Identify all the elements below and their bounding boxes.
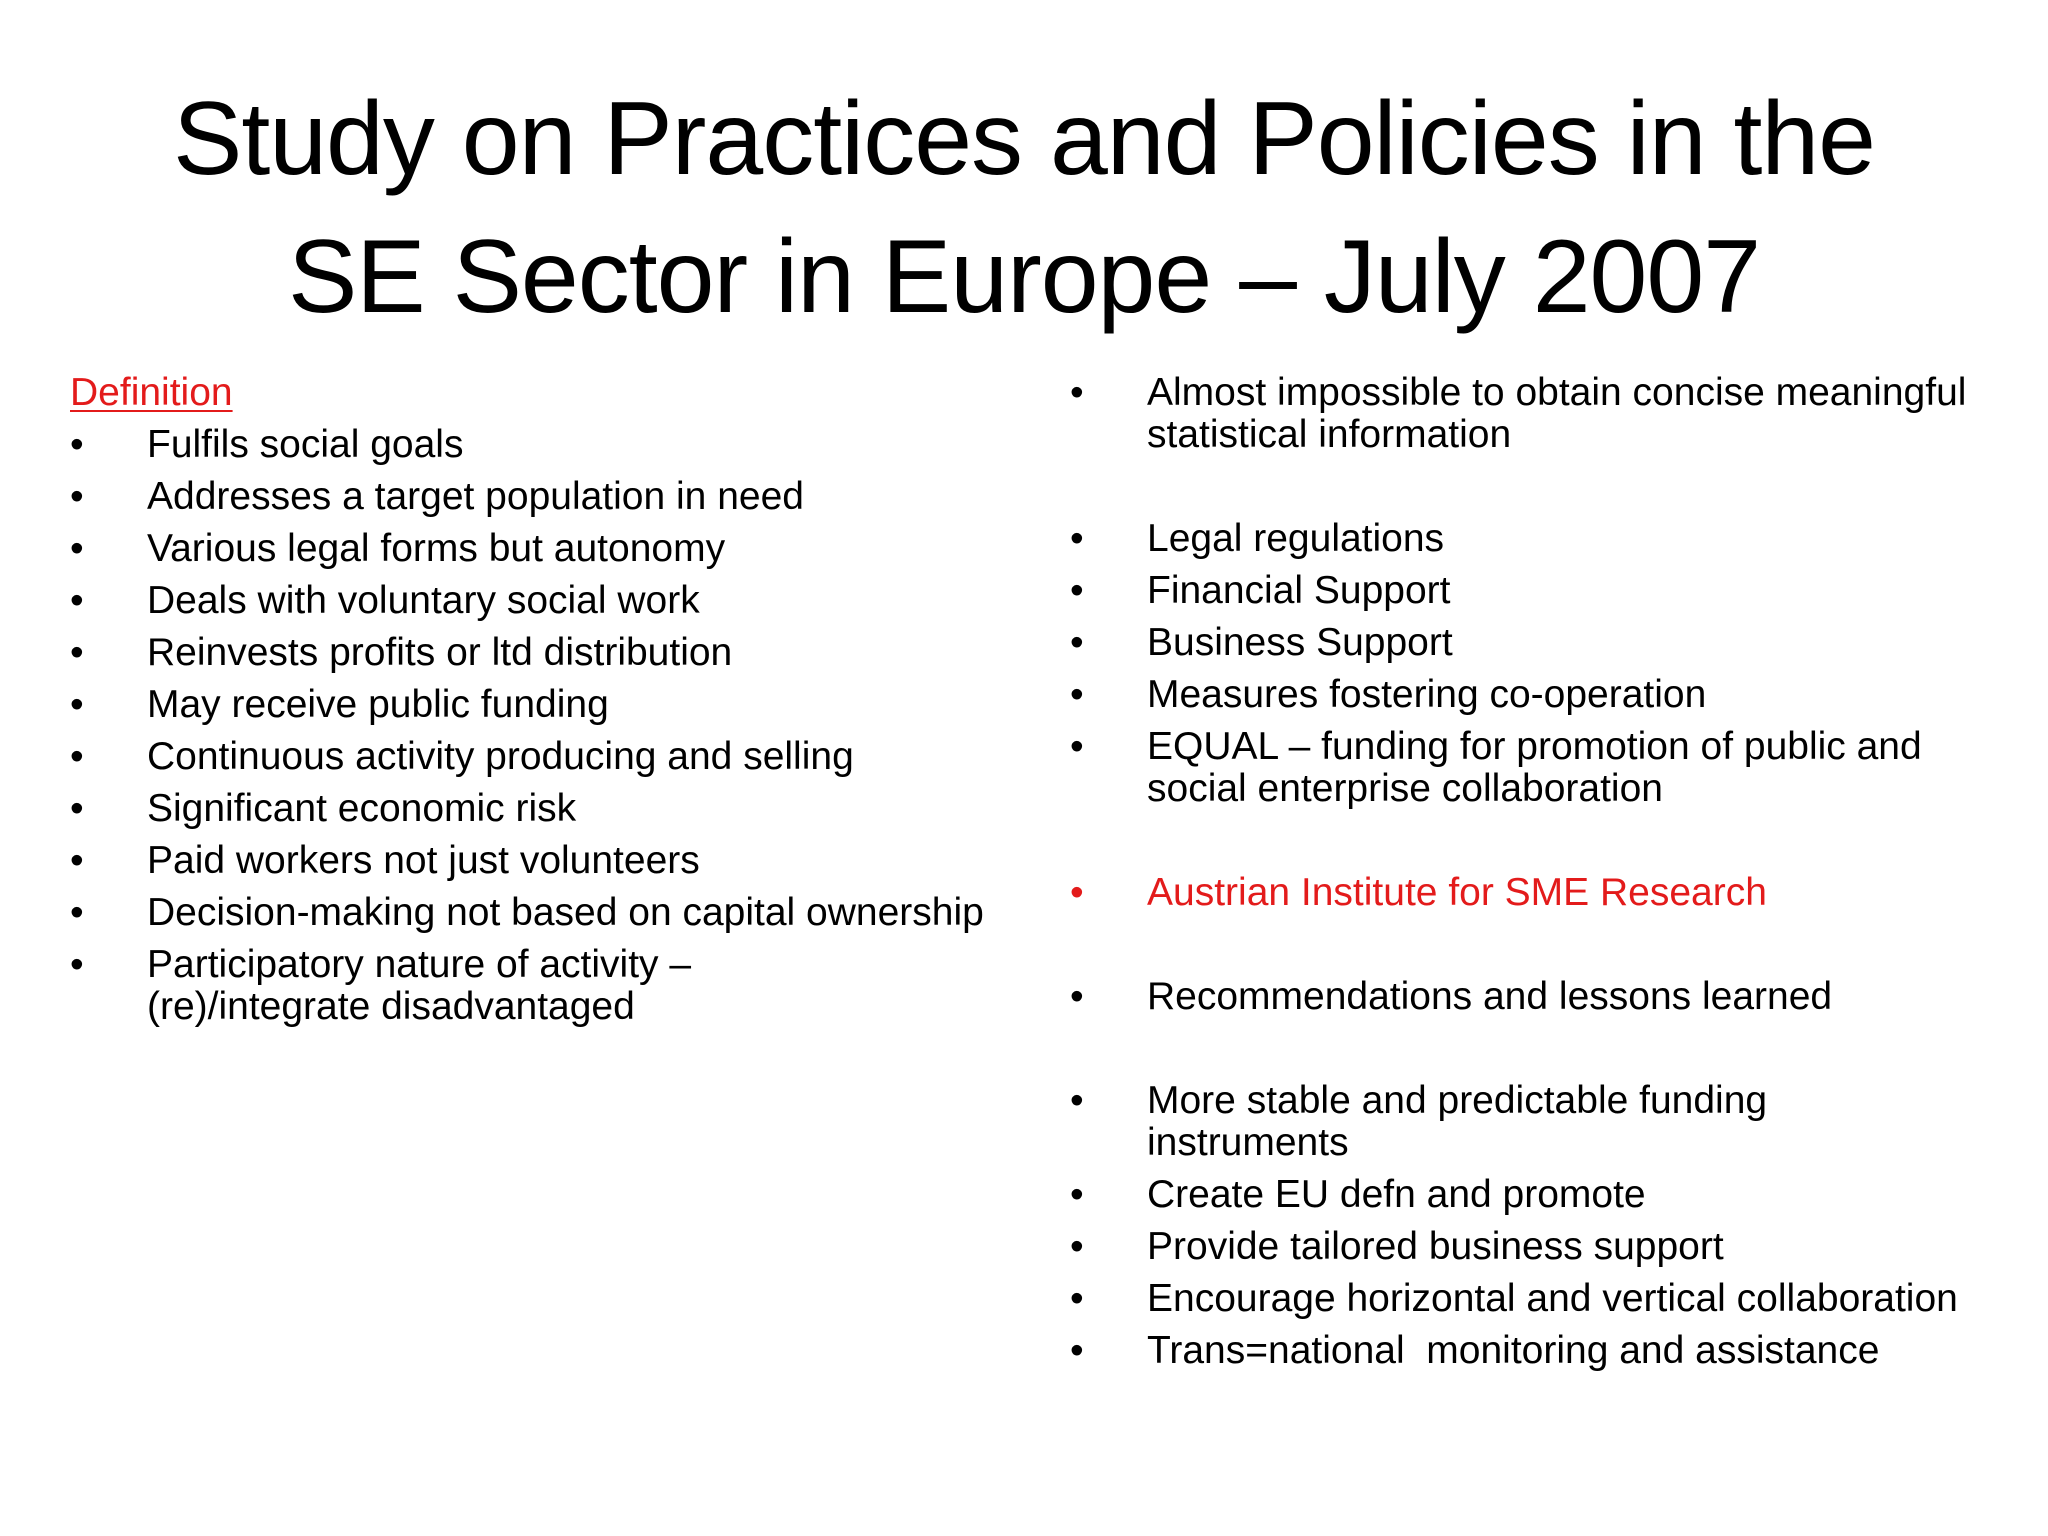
list-item-text: Measures fostering co-operation: [1147, 673, 1707, 716]
list-item-text: Continuous activity producing and selling: [147, 735, 854, 778]
list-item-text: Financial Support: [1147, 569, 1451, 612]
list-item: [1070, 622, 2010, 664]
definition-heading: Definition: [70, 371, 233, 414]
list-item-highlight: [1070, 872, 2010, 914]
list-item: [1070, 1174, 2010, 1216]
list-item-text: Create EU defn and promote: [1147, 1173, 1646, 1216]
list-item: [70, 736, 1030, 778]
bullet-icon: •: [1070, 871, 1084, 914]
list-item: [70, 528, 1030, 570]
slide-title-line-1: Study on Practices and Policies in the: [172, 81, 1876, 197]
list-item: [1070, 1278, 2010, 1320]
list-item: [70, 476, 1030, 518]
findings-list: [1070, 372, 2010, 1372]
list-item-text: Paid workers not just volunteers: [147, 839, 700, 882]
bullet-icon: •: [70, 891, 84, 934]
list-item: [1070, 372, 2010, 456]
list-item-text: Recommendations and lessons learned: [1147, 975, 1833, 1018]
bullet-icon: •: [70, 579, 84, 622]
list-item-text: Legal regulations: [1147, 517, 1445, 560]
list-item-text: Trans=national monitoring and assistance: [1147, 1329, 1880, 1372]
list-item: [70, 840, 1030, 882]
definition-list: [70, 424, 1030, 1028]
list-item: [1070, 674, 2010, 716]
bullet-icon: •: [1070, 1173, 1084, 1216]
bullet-icon: •: [1070, 673, 1084, 716]
list-item-text: Provide tailored business support: [1147, 1225, 1724, 1268]
list-item: [70, 788, 1030, 830]
list-item: [70, 632, 1030, 674]
list-item-text: Addresses a target population in need: [147, 475, 804, 518]
bullet-icon: •: [70, 683, 84, 726]
list-item-text: Fulfils social goals: [147, 423, 464, 466]
list-item: [1070, 1330, 2010, 1372]
list-item-text: Encourage horizontal and vertical collaboration: [1147, 1277, 1958, 1320]
list-item-text: Various legal forms but autonomy: [147, 527, 726, 570]
bullet-icon: •: [1070, 621, 1084, 664]
list-item-text: More stable and predictable funding instruments: [1147, 1079, 1768, 1164]
bullet-icon: •: [70, 839, 84, 882]
list-item-text: EQUAL – funding for promotion of public and social enterprise collaboration: [1147, 725, 1922, 810]
list-item: [1070, 570, 2010, 612]
list-item: [70, 892, 1030, 934]
left-column: [70, 372, 1030, 1038]
list-item-text: Austrian Institute for SME Research: [1147, 871, 1767, 914]
bullet-icon: •: [1070, 1277, 1084, 1320]
list-item-text: May receive public funding: [147, 683, 609, 726]
list-item-text: Significant economic risk: [147, 787, 577, 830]
list-item-text: Decision-making not based on capital ownership: [147, 891, 984, 934]
bullet-icon: •: [70, 787, 84, 830]
list-item-text: Deals with voluntary social work: [147, 579, 700, 622]
bullet-icon: •: [70, 423, 84, 466]
slide-title-line-2: SE Sector in Europe – July 2007: [287, 219, 1761, 335]
list-item-text: Business Support: [1147, 621, 1453, 664]
list-item: [70, 580, 1030, 622]
bullet-icon: •: [70, 943, 84, 986]
list-item: [70, 944, 1030, 1028]
slide-title: [100, 70, 1948, 346]
right-column: [1070, 372, 2010, 1382]
list-item-text: Reinvests profits or ltd distribution: [147, 631, 733, 674]
list-item-text: Participatory nature of activity – (re)/integrate disadvantaged: [147, 943, 692, 1028]
list-item: [1070, 1226, 2010, 1268]
bullet-icon: •: [1070, 1079, 1084, 1122]
bullet-icon: •: [1070, 569, 1084, 612]
list-item: [70, 424, 1030, 466]
list-item: [1070, 1080, 2010, 1164]
bullet-icon: •: [1070, 975, 1084, 1018]
bullet-icon: •: [1070, 371, 1084, 414]
bullet-icon: •: [1070, 517, 1084, 560]
list-item-text: Almost impossible to obtain concise meaningful statistical information: [1147, 371, 1967, 456]
bullet-icon: •: [70, 527, 84, 570]
list-item: [70, 684, 1030, 726]
bullet-icon: •: [1070, 725, 1084, 768]
bullet-icon: •: [70, 735, 84, 778]
bullet-icon: •: [70, 631, 84, 674]
bullet-icon: •: [70, 475, 84, 518]
bullet-icon: •: [1070, 1225, 1084, 1268]
list-item: [1070, 518, 2010, 560]
list-item: [1070, 976, 2010, 1018]
bullet-icon: •: [1070, 1329, 1084, 1372]
list-item: [1070, 726, 2010, 810]
